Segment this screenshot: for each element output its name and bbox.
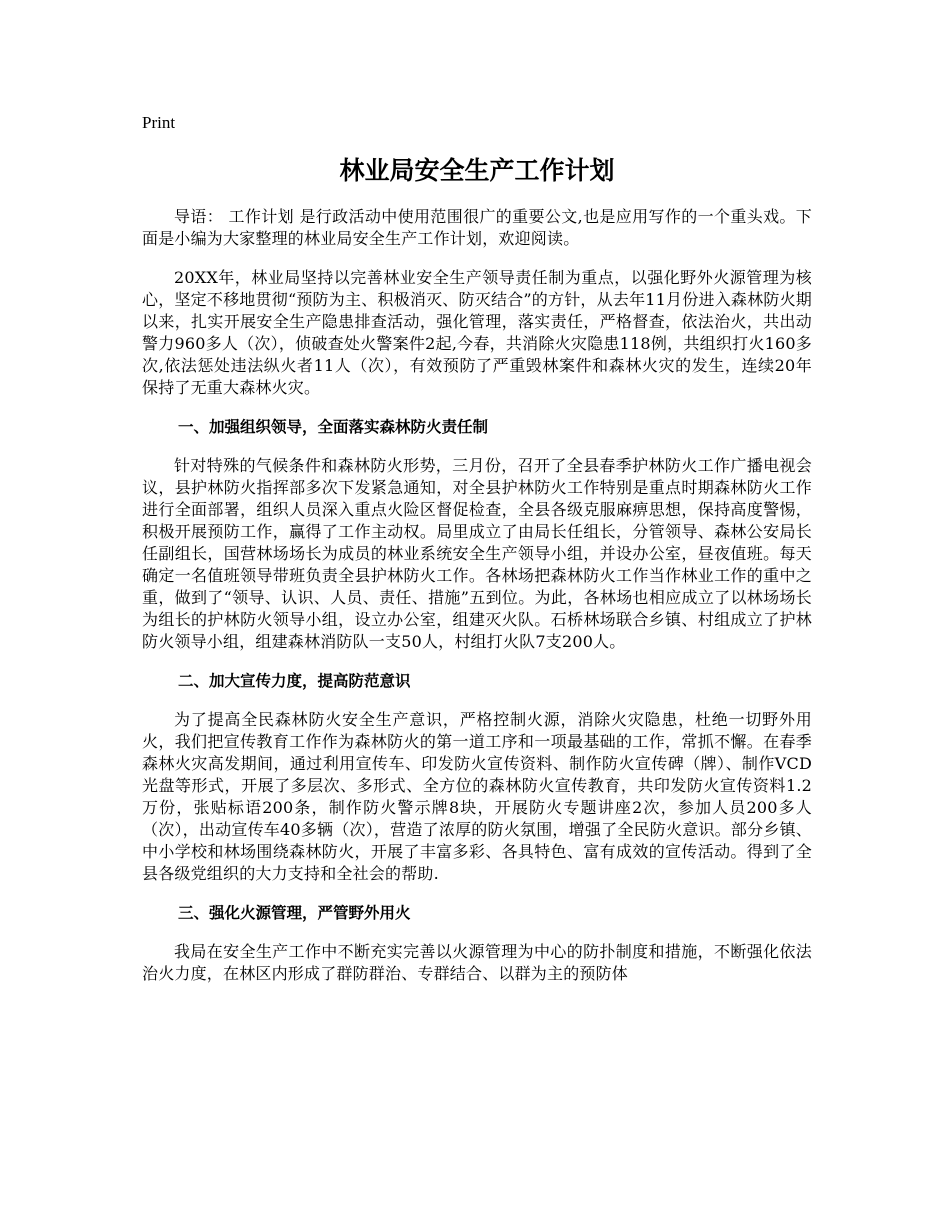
section-2-heading: 二、加大宣传力度，提高防范意识 [178,672,411,690]
section-1-paragraph: 针对特殊的气候条件和森林防火形势，三月份，召开了全县春季护林防火工作广播电视会议，县护林防火指挥部多次下发紧急通知，对全县护林防火工作特别是重点时期森林防火工作进行全面部署，组织人员深入重点火险区督促检查，全县各级克服麻痹思想，保持高度警惕，积极开展预防工作，赢得了工作主动权。局里成立了由局长任组长，分管领导、森林公安局长任副组长，国营林场场长为成员的林业系统安全生产领导小组，并设办公室，昼夜值班。每天确定一名值班领导带班负责全县护林防火工作。各林场把森林防火工作当作林业工作的重中之重，做到了“领导、认识、人员、责任、措施”五到位。为此，各林场也相应成立了以林场场长为组长的护林防火领导小组，设立办公室，组建灭火队。石桥林场联合乡镇、村组成立了护林防火领导小组，组建森林消防队一支50人，村组打火队7支200人。 [142,456,812,651]
summary-paragraph: 20XX年，林业局坚持以完善林业安全生产领导责任制为重点，以强化野外火源管理为核心，坚定不移地贯彻“预防为主、积极消灭、防灭结合”的方针，从去年11月份进入森林防火期以来，扎实开展安全生产隐患排查活动，强化管理，落实责任，严格督查，依法治火，共出动警力960多人（次），侦破查处火警案件2起,今春，共消除火灾隐患118例，共组织打火160多次,依法惩处违法纵火者11人（次），有效预防了严重毁林案件和森林火灾的发生，连续20年保持了无重大森林火灾。 [142,268,812,397]
section-1-heading: 一、加强组织领导，全面落实森林防火责任制 [178,418,489,436]
page-title: 林业局安全生产工作计划 [339,156,615,185]
print-link[interactable]: Print [142,113,176,132]
section-2-paragraph: 为了提高全民森林防火安全生产意识，严格控制火源，消除火灾隐患，杜绝一切野外用火，我们把宣传教育工作作为森林防火的第一道工序和一项最基础的工作，常抓不懈。在春季森林火灾高发期间，通过利用宣传车、印发防火宣传资料、制作防火宣传碑（牌）、制作VCD光盘等形式，开展了多层次、多形式、全方位的森林防火宣传教育，共印发防火宣传资料1.2万份，张贴标语200条，制作防火警示牌8块，开展防火专题讲座2次，参加人员200多人（次），出动宣传车40多辆（次），营造了浓厚的防火氛围，增强了全民防火意识。部分乡镇、中小学校和林场围绕森林防火，开展了丰富多彩、各具特色、富有成效的宣传活动。得到了全县各级党组织的大力支持和全社会的帮助. [142,710,812,883]
document-page [142,112,812,1002]
section-3-paragraph: 我局在安全生产工作中不断充实完善以火源管理为中心的防扑制度和措施，不断强化依法治火力度，在林区内形成了群防群治、专群结合、以群为主的预防体 [142,942,812,983]
section-3-heading: 三、强化火源管理，严管野外用火 [178,904,411,922]
intro-paragraph: 导语： 工作计划 是行政活动中使用范围很广的重要公文,也是应用写作的一个重头戏。下面是小编为大家整理的林业局安全生产工作计划，欢迎阅读。 [142,207,812,248]
